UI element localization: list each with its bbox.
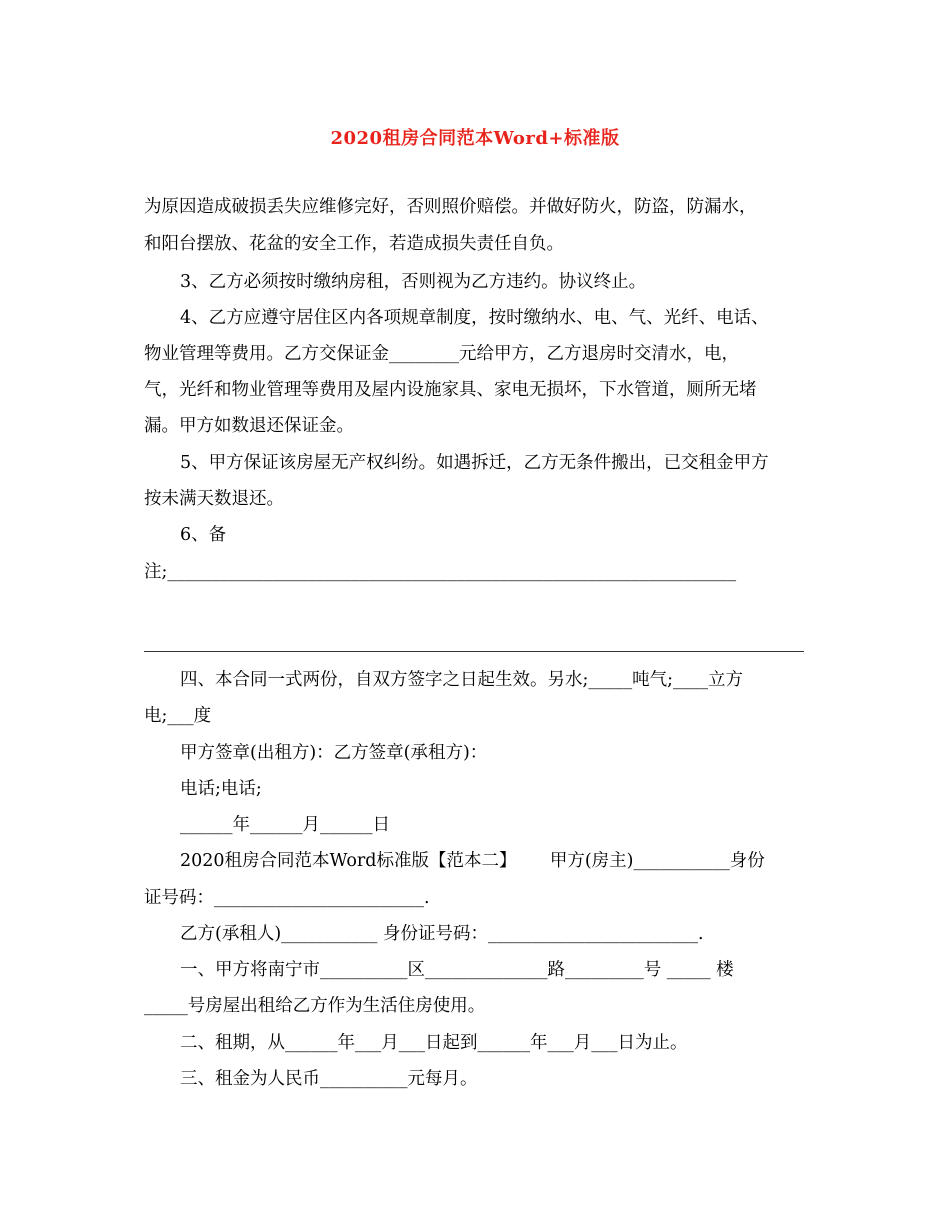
paragraph-line: 二、租期，从______年___月___日起到______年___月___日为止。 <box>180 1033 688 1053</box>
paragraph-line: 3、乙方必须按时缴纳房租，否则视为乙方违约。协议终止。 <box>180 272 647 292</box>
paragraph-line: 5、甲方保证该房屋无产权纠纷。如遇拆迁，乙方无条件搬出，已交租金甲方 <box>180 453 769 473</box>
paragraph-line: 按未满天数退还。 <box>144 489 284 509</box>
divider-line <box>144 651 804 652</box>
paragraph-line: 四、本合同一式两份，自双方签字之日起生效。另水;_____吨气;____立方 <box>180 670 744 690</box>
paragraph-line: 4、乙方应遵守居住区内各项规章制度，按时缴纳水、电、气、光纤、电话、 <box>180 308 769 328</box>
paragraph-line: 气，光纤和物业管理等费用及屋内设施家具、家电无损坏，下水管道，厕所无堵 <box>144 380 757 400</box>
paragraph-line: _____号房屋出租给乙方作为生活住房使用。 <box>144 996 486 1016</box>
phone-line: 电话;电话; <box>180 779 262 799</box>
paragraph-line: 一、甲方将南宁市__________区______________路_________号 _____ 楼 <box>180 960 734 980</box>
document-title: 2020租房合同范本Word+标准版 <box>330 128 620 149</box>
paragraph-line: 2020租房合同范本Word标准版【范本二】 甲方(房主)___________身份 <box>180 851 765 871</box>
paragraph-line: 6、备 <box>180 525 227 545</box>
paragraph-line: 证号码：________________________. <box>144 888 430 908</box>
paragraph-line: 为原因造成破损丢失应维修完好，否则照价赔偿。并做好防火，防盗，防漏水， <box>144 197 757 217</box>
paragraph-line: 和阳台摆放、花盆的安全工作，若造成损失责任自负。 <box>144 234 564 254</box>
paragraph-line: 漏。甲方如数退还保证金。 <box>144 416 354 436</box>
signature-line: 甲方签章(出租方)：乙方签章(承租方)： <box>180 743 488 763</box>
paragraph-line: 乙方(承租人)___________ 身份证号码：________________________. <box>180 924 704 944</box>
date-line: ______年______月______日 <box>180 815 390 835</box>
remarks-line: 注;_________________________________________________________________ <box>144 562 737 582</box>
paragraph-line: 三、租金为人民币__________元每月。 <box>180 1069 478 1089</box>
paragraph-line: 电;___度 <box>144 706 212 726</box>
paragraph-line: 物业管理等费用。乙方交保证金________元给甲方，乙方退房时交清水，电， <box>144 344 739 364</box>
